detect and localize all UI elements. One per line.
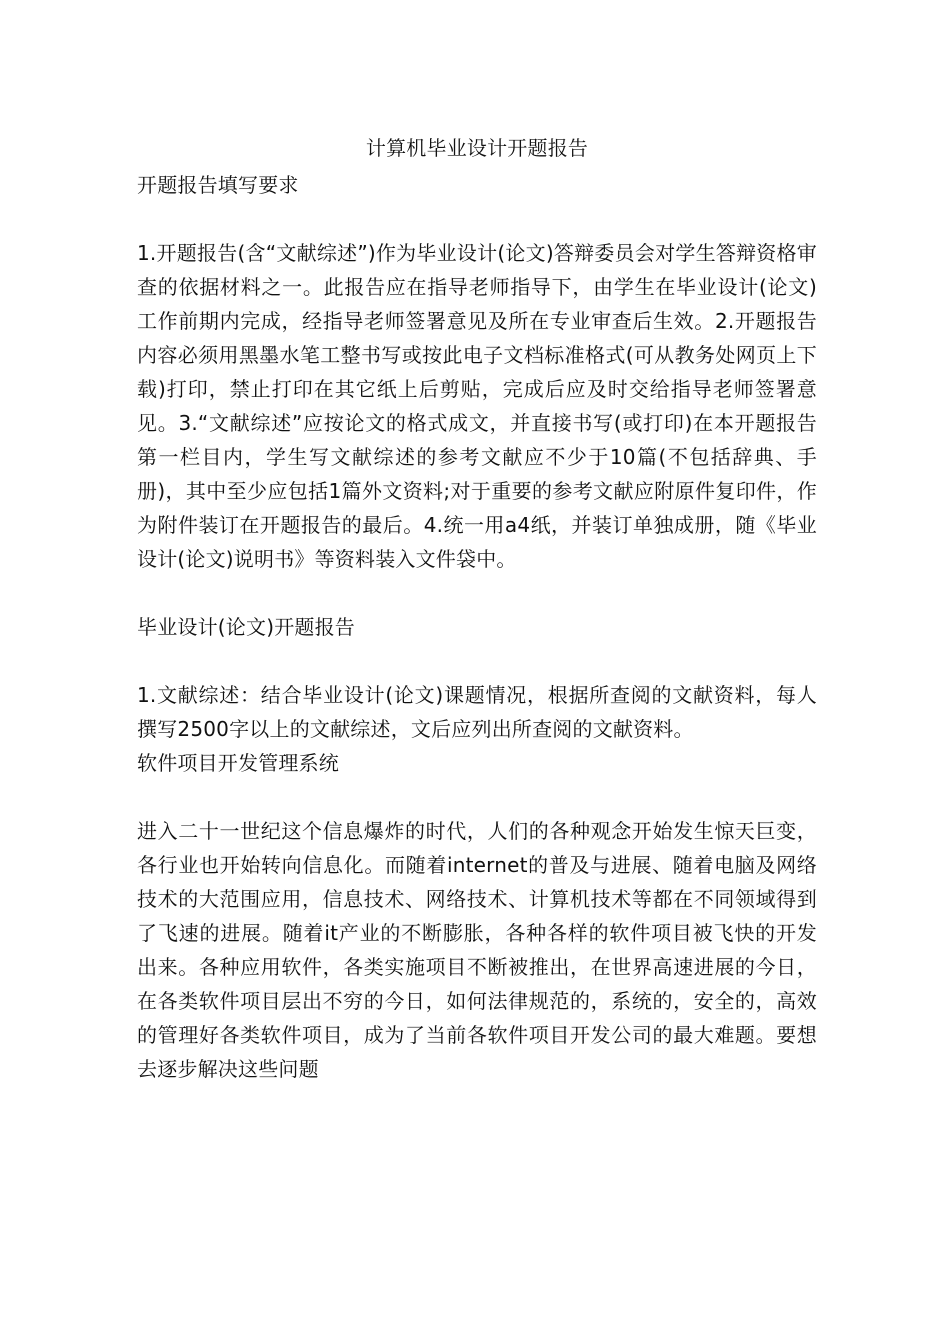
blank-line [137,202,817,236]
requirements-heading: 开题报告填写要求 [137,173,299,197]
document-title: 计算机毕业设计开题报告 [365,136,589,160]
intro-body: 进入二十一世纪这个信息爆炸的时代，人们的各种观念开始发生惊天巨变，各行业也开始转向信息化。而随着internet的普及与进展、随着电脑及网络技术的大范围应用，信息技术、网络技术、计算机技术等都在不同领域得到了飞速的进展。随着it产业的不断膨胀，各种各样的软件项目被飞快的开发出来。各种应用软件，各类实施项目不断被推出，在世界高速进展的今日，在各类软件项目层出不穷的今日，如何法律规范的，系统的，安全的，高效的管理好各类软件项目，成为了当前各软件项目开发公司的最大难题。要想去逐步解决这些问题 [137,819,817,1081]
review-instruction: 1.文献综述：结合毕业设计(论文)课题情况，根据所查阅的文献资料，每人撰写2500字以上的文献综述，文后应列出所查阅的文献资料。 [137,683,817,741]
blank-line [137,576,817,610]
report-heading: 毕业设计(论文)开题报告 [137,615,356,639]
requirements-body: 1.开题报告(含“文献综述”)作为毕业设计(论文)答辩委员会对学生答辩资格审查的依据材料之一。此报告应在指导老师指导下，由学生在毕业设计(论文)工作前期内完成，经指导老师签署意见及所在专业审查后生效。2.开题报告内容必须用黑墨水笔工整书写或按此电子文档标准格式(可从教务处网页上下载)打印，禁止打印在其它纸上后剪贴，完成后应及时交给指导老师签署意见。3.“文献综述”应按论文的格式成文，并直接书写(或打印)在本开题报告第一栏目内，学生写文献综述的参考文献应不少于10篇(不包括辞典、手册)，其中至少应包括1篇外文资料;对于重要的参考文献应附原件复印件，作为附件装订在开题报告的最后。4.统一用a4纸，并装订单独成册，随《毕业设计(论文)说明书》等资料装入文件袋中。 [137,241,817,571]
blank-line [137,780,817,814]
project-title: 软件项目开发管理系统 [137,751,339,775]
document-content [137,128,817,1086]
blank-line [137,644,817,678]
